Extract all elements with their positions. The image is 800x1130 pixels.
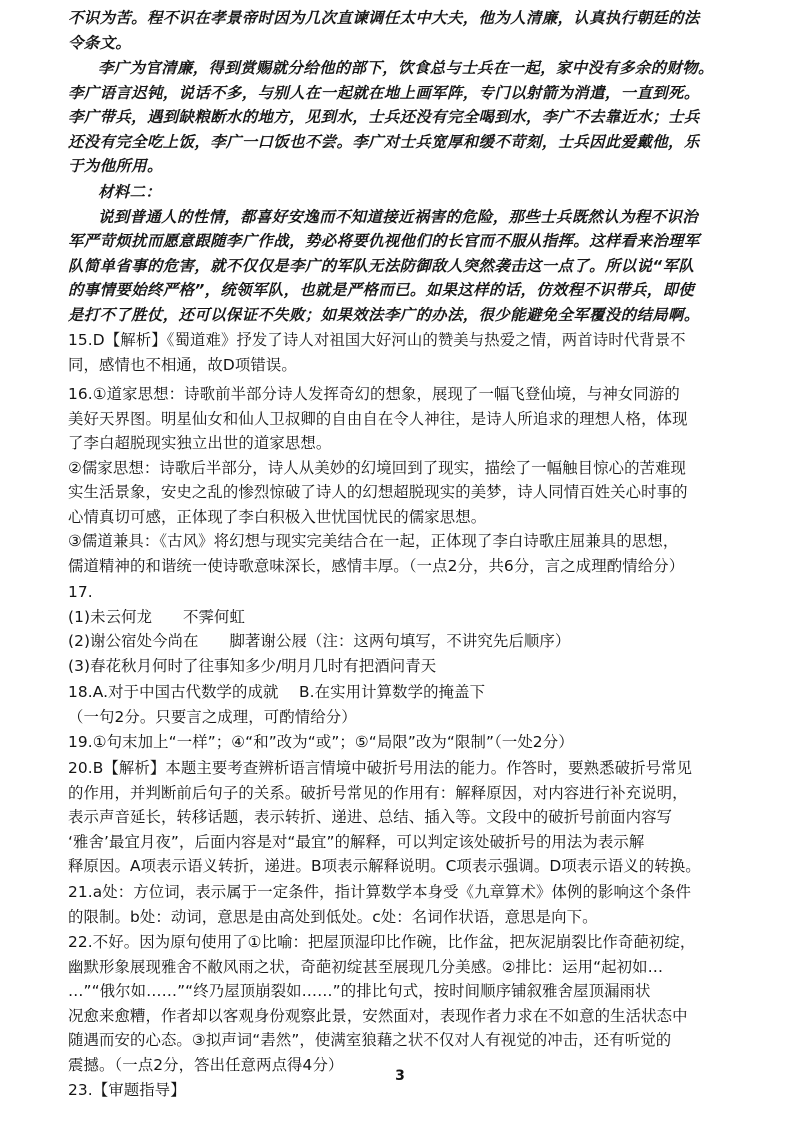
- answer-18: [68, 680, 748, 729]
- answer-19: [68, 730, 748, 755]
- text-line: 李广为官清廉，得到赏赐就分给他的部下，饮食总与士兵在一起，家中没有多余的财物。: [98, 59, 714, 77]
- material-two-section: [68, 180, 748, 327]
- text-line: ‘雅舍’最宜月夜”，后面内容是对“最宜”的解释，可以判定该处破折号的用法为表示解: [68, 832, 645, 851]
- text-line: 的限制。b处：动词，意思是由高处到低处。c处：名词作状语，意思是向下。: [68, 907, 598, 926]
- text-line: 幽默形象展现雅舍不敝风雨之状，奇葩初绽甚至展现几分美感。②排比：运用“起初如…: [68, 957, 664, 976]
- text-line: 23.【审题指导】: [68, 1081, 186, 1099]
- answer-22: [68, 930, 748, 1077]
- text-line: 儒道精神的和谐统一使诗歌意味深长，感情丰厚。（一点2分，共6分，言之成理酌情给分）: [68, 556, 685, 575]
- text-line: 是打不了胜仗，还可以保证不失败；如果效法李广的办法，很少能避免全军覆没的结局啊。: [68, 305, 700, 324]
- text-line: 于为他所用。: [68, 157, 163, 175]
- text-line: 17.: [68, 583, 93, 601]
- text-line: 还没有完全吃上饭，李广一口饭也不尝。李广对士兵宽厚和缓不苛刻，士兵因此爱戴他，乐: [68, 132, 700, 151]
- answer-15: [68, 328, 748, 377]
- text-line: 李广带兵，遇到缺粮断水的地方，见到水，士兵还没有完全喝到水，李广不去靠近水；士兵: [68, 108, 700, 126]
- text-line: 令条文。: [68, 33, 132, 52]
- text-line: 了李白超脱现实独立出世的道家思想。: [68, 434, 332, 452]
- text-line: 同，感情也不相通，故D项错误。: [68, 355, 297, 374]
- answer-17: [68, 580, 748, 678]
- text-line: 美好天界图。明星仙女和仙人卫叔卿的自由自在令人神往，是诗人所追求的理想人格，体现: [68, 409, 688, 428]
- text-line: 的作用，并判断前后句子的关系。破折号常见的作用有：解释原因，对内容进行补充说明，: [68, 783, 688, 802]
- section-heading: 材料二：: [98, 183, 162, 201]
- answer-21: [68, 880, 748, 929]
- text-line: 随遇而安的心态。③拟声词“砉然”，使满室狼藉之状不仅对人有视觉的冲击，还有听觉的: [68, 1031, 672, 1049]
- text-line: 实生活景象，安史之乱的惨烈惊破了诗人的幻想超脱现实的美梦，诗人同情百姓关心时事的: [68, 483, 688, 501]
- text-line: (1)未云何龙 不霁何虹: [68, 607, 246, 626]
- text-line: 21.a处：方位词，表示属于一定条件，指计算数学本身受《九章算术》体例的影响这个条件: [68, 883, 691, 901]
- text-line: 表示声音延长，转移话题，表示转折、递进、总结、插入等。文段中的破折号前面内容写: [68, 808, 673, 826]
- answer-16: [68, 382, 748, 578]
- text-line: 震撼。（一点2分，答出任意两点得4分）: [68, 1055, 344, 1074]
- text-line: (2)谢公宿处今尚在 脚著谢公屐（注：这两句填写，不讲究先后顺序）: [68, 632, 571, 650]
- text-line: 15.D【解析】《蜀道难》抒发了诗人对祖国大好河山的赞美与热爱之情，两首诗时代背景不: [68, 331, 686, 349]
- material-one-paragraph-b: [68, 56, 748, 179]
- answer-20: [68, 756, 748, 879]
- text-line: 19.①句末加上“一样”；④“和”改为“或”；⑤“局限”改为“限制”（一处2分）: [68, 733, 574, 751]
- text-line: (3)春花秋月何时了往事知多少/明月几时有把酒问青天: [68, 656, 437, 675]
- text-line: ③儒道兼具：《古风》将幻想与现实完美结合在一起，正体现了李白诗歌庄屈兼具的思想，: [68, 532, 679, 550]
- text-line: ②儒家思想：诗歌后半部分，诗人从美妙的幻境回到了现实，描绘了一幅触目惊心的苦难现: [68, 458, 687, 477]
- text-line: 军严苛烦扰而愿意跟随李广作战，势必将要仇视他们的长官而不服从指挥。这样看来治理军: [68, 232, 700, 250]
- text-line: 的事情要始终严格”，统领军队，也就是严格而已。如果这样的话，仿效程不识带兵，即使: [68, 281, 695, 299]
- text-line: 20.B【解析】本题主要考查辨析语言情境中破折号用法的能力。作答时，要熟悉破折号常见: [68, 759, 693, 777]
- text-line: 心情真切可感，正体现了李白积极入世忧国忧民的儒家思想。: [68, 507, 487, 526]
- text-line: 说到普通人的性情，都喜好安逸而不知道接近祸害的危险，那些士兵既然认为程不识治: [98, 207, 699, 226]
- text-line: 18.A.对于中国古代数学的成就 B.在实用计算数学的掩盖下: [68, 683, 486, 701]
- text-line: （一句2分。只要言之成理，可酌情给分）: [68, 707, 357, 726]
- page-number: 3: [395, 1068, 405, 1084]
- text-line: 16.①道家思想：诗歌前半部分诗人发挥奇幻的想象，展现了一幅飞登仙境，与神女同游的: [68, 385, 680, 403]
- text-line: 队简单省事的危害，就不仅仅是李广的军队无法防御敌人突然袭击这一点了。所以说“军队: [68, 256, 695, 275]
- text-line: …”“俄尔如……”“终乃屋顶崩裂如……”的排比句式，按时间顺序铺叙雅舍屋顶漏雨状: [68, 982, 651, 1000]
- text-line: 李广语言迟钝，说话不多，与别人在一起就在地上画军阵，专门以射箭为消遣，一直到死。: [68, 83, 700, 102]
- text-line: 不识为苦。程不识在孝景帝时因为几次直谏调任太中大夫，他为人清廉，认真执行朝廷的法: [68, 9, 700, 27]
- text-line: 况愈来愈糟，作者却以客观身份观察此景，安然面对，表现作者力求在不如意的生活状态中: [68, 1006, 688, 1025]
- material-one-paragraph-a: [68, 6, 748, 55]
- text-line: 释原因。A项表示语义转折，递进。B项表示解释说明。C项表示强调。D项表示语义的转换。: [68, 857, 701, 875]
- text-line: 22.不好。因为原句使用了①比喻：把屋顶湿印比作碗，比作盆，把灰泥崩裂比作奇葩初绽，: [68, 933, 696, 951]
